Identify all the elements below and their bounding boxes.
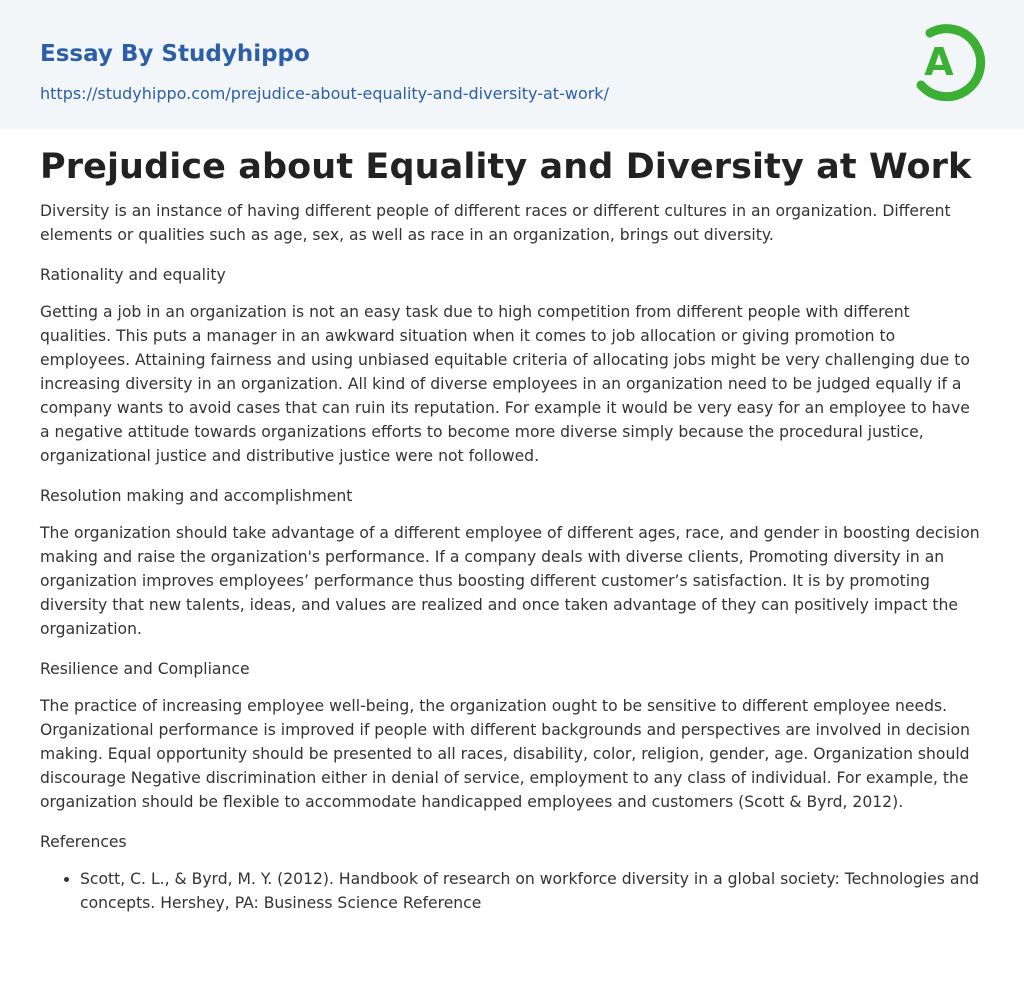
references-list — [40, 867, 984, 915]
studyhippo-logo-icon[interactable] — [912, 19, 986, 105]
references-heading: References — [40, 833, 127, 851]
section-body-resolution: The organization should take advantage of a different employee of different ages, race, and gender in boosting decision making and raise the organization's performance. If a company deals with diverse clients, Promoting diversity in an organization improves employees’ performance thus boosting different customer’s satisfaction. It is by promoting diversity that new talents, ideas, and values are realized and once taken advantage of they can positively impact the organization. — [40, 524, 980, 638]
page-title: Prejudice about Equality and Diversity at Work — [40, 147, 972, 187]
site-header — [0, 0, 1024, 129]
section-heading-rationality: Rationality and equality — [40, 266, 226, 284]
reference-item: • Scott, C. L., & Byrd, M. Y. (2012). Handbook of research on workforce diversity in a global society: Technologies and concepts. Hershey, PA: Business Science Reference — [80, 867, 984, 915]
brand-title[interactable]: Essay By Studyhippo — [40, 41, 310, 67]
logo-letter: A — [924, 40, 954, 84]
section-body-rationality: Getting a job in an organization is not an easy task due to high competition from different people with different qualities. This puts a manager in an awkward situation when it comes to job allocation or giving promotion to employees. Attaining fairness and using unbiased equitable criteria of allocating jobs might be very challenging due to increasing diversity in an organization. All kind of diverse employees in an organization need to be judged equally if a company wants to avoid cases that can ruin its reputation. For example it would be very easy for an employee to have a negative attitude towards organizations efforts to become more diverse simply because the procedural justice, organizational justice and distributive justice were not followed. — [40, 303, 970, 465]
section-heading-resilience: Resilience and Compliance — [40, 660, 250, 678]
essay-content — [0, 129, 1024, 915]
section-body-resilience: The practice of increasing employee well-being, the organization ought to be sensitive to different employee needs. Organizational performance is improved if people with different backgrounds and perspectives are involved in decision making. Equal opportunity should be presented to all races, disability, color, religion, gender, age. Organization should discourage Negative discrimination either in denial of service, employment to any class of individual. For example, the organization should be flexible to accommodate handicapped employees and customers (Scott & Byrd, 2012). — [40, 697, 970, 811]
essay-url-link[interactable]: https://studyhippo.com/prejudice-about-equality-and-diversity-at-work/ — [40, 84, 609, 103]
section-heading-resolution: Resolution making and accomplishment — [40, 487, 353, 505]
intro-paragraph: Diversity is an instance of having different people of different races or different cultures in an organization. Different elements or qualities such as age, sex, as well as race in an organization, brings out diversity. — [40, 202, 951, 244]
